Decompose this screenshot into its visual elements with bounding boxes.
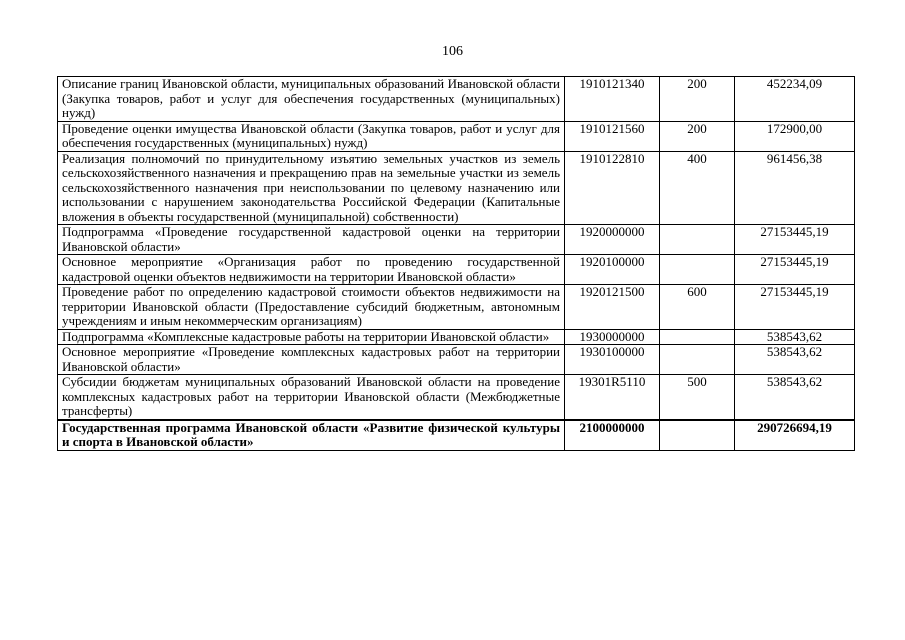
row-target-code: 1920121500	[565, 285, 660, 330]
row-target-code: 2100000000	[565, 420, 660, 451]
row-target-code: 1910122810	[565, 151, 660, 225]
row-amount: 172900,00	[735, 121, 855, 151]
budget-table	[57, 76, 855, 451]
row-amount: 452234,09	[735, 77, 855, 122]
table-row	[58, 121, 855, 151]
row-amount: 538543,62	[735, 375, 855, 420]
row-target-code: 1920000000	[565, 225, 660, 255]
row-amount: 290726694,19	[735, 420, 855, 451]
table-row	[58, 329, 855, 345]
row-description: Проведение работ по определению кадастровой стоимости объектов недвижимости на территории Ивановской области (Предоставление субсидий бюджетным, автономным учреждениям и иным некоммерческим организациям)	[58, 285, 565, 330]
row-description: Основное мероприятие «Организация работ по проведению государственной кадастровой оценки объектов недвижимости на территории Ивановской области»	[58, 255, 565, 285]
row-description: Основное мероприятие «Проведение комплексных кадастровых работ на территории Ивановской области»	[58, 345, 565, 375]
table-row	[58, 285, 855, 330]
page-number: 106	[442, 44, 463, 59]
table-row	[58, 255, 855, 285]
row-expense-type	[660, 329, 735, 345]
row-expense-type: 600	[660, 285, 735, 330]
row-expense-type	[660, 225, 735, 255]
row-target-code: 19301R5110	[565, 375, 660, 420]
row-expense-type	[660, 420, 735, 451]
row-amount: 27153445,19	[735, 285, 855, 330]
row-description: Реализация полномочий по принудительному изъятию земельных участков из земель сельскохозяйственного назначения и прекращению прав на земельные участки из земель сельскохозяйственного назначения при неиспользовании по целевому назначению или использовании с нарушением законодательства Российской Федерации (Капитальные вложения в объекты государственной (муниципальной) собственности)	[58, 151, 565, 225]
row-description: Государственная программа Ивановской области «Развитие физической культуры и спорта в Ивановской области»	[58, 420, 565, 451]
row-target-code: 1930000000	[565, 329, 660, 345]
table-row	[58, 375, 855, 420]
row-description: Субсидии бюджетам муниципальных образований Ивановской области на проведение комплексных кадастровых работ на территории Ивановской области (Межбюджетные трансферты)	[58, 375, 565, 420]
row-target-code: 1920100000	[565, 255, 660, 285]
row-amount: 538543,62	[735, 329, 855, 345]
row-expense-type: 200	[660, 77, 735, 122]
row-expense-type: 200	[660, 121, 735, 151]
row-description: Подпрограмма «Комплексные кадастровые работы на территории Ивановской области»	[58, 329, 565, 345]
row-amount: 538543,62	[735, 345, 855, 375]
row-target-code: 1930100000	[565, 345, 660, 375]
table-row	[58, 77, 855, 122]
row-amount: 27153445,19	[735, 255, 855, 285]
row-description: Описание границ Ивановской области, муниципальных образований Ивановской области (Закупка товаров, работ и услуг для обеспечения государственных (муниципальных) нужд)	[58, 77, 565, 122]
row-amount: 27153445,19	[735, 225, 855, 255]
row-amount: 961456,38	[735, 151, 855, 225]
row-target-code: 1910121560	[565, 121, 660, 151]
row-description: Подпрограмма «Проведение государственной кадастровой оценки на территории Ивановской области»	[58, 225, 565, 255]
row-expense-type	[660, 255, 735, 285]
row-target-code: 1910121340	[565, 77, 660, 122]
row-expense-type	[660, 345, 735, 375]
table-row	[58, 345, 855, 375]
table-row-program-total	[58, 420, 855, 451]
table-row	[58, 151, 855, 225]
row-description: Проведение оценки имущества Ивановской области (Закупка товаров, работ и услуг для обеспечения государственных (муниципальных) нужд)	[58, 121, 565, 151]
row-expense-type: 500	[660, 375, 735, 420]
table-row	[58, 225, 855, 255]
row-expense-type: 400	[660, 151, 735, 225]
